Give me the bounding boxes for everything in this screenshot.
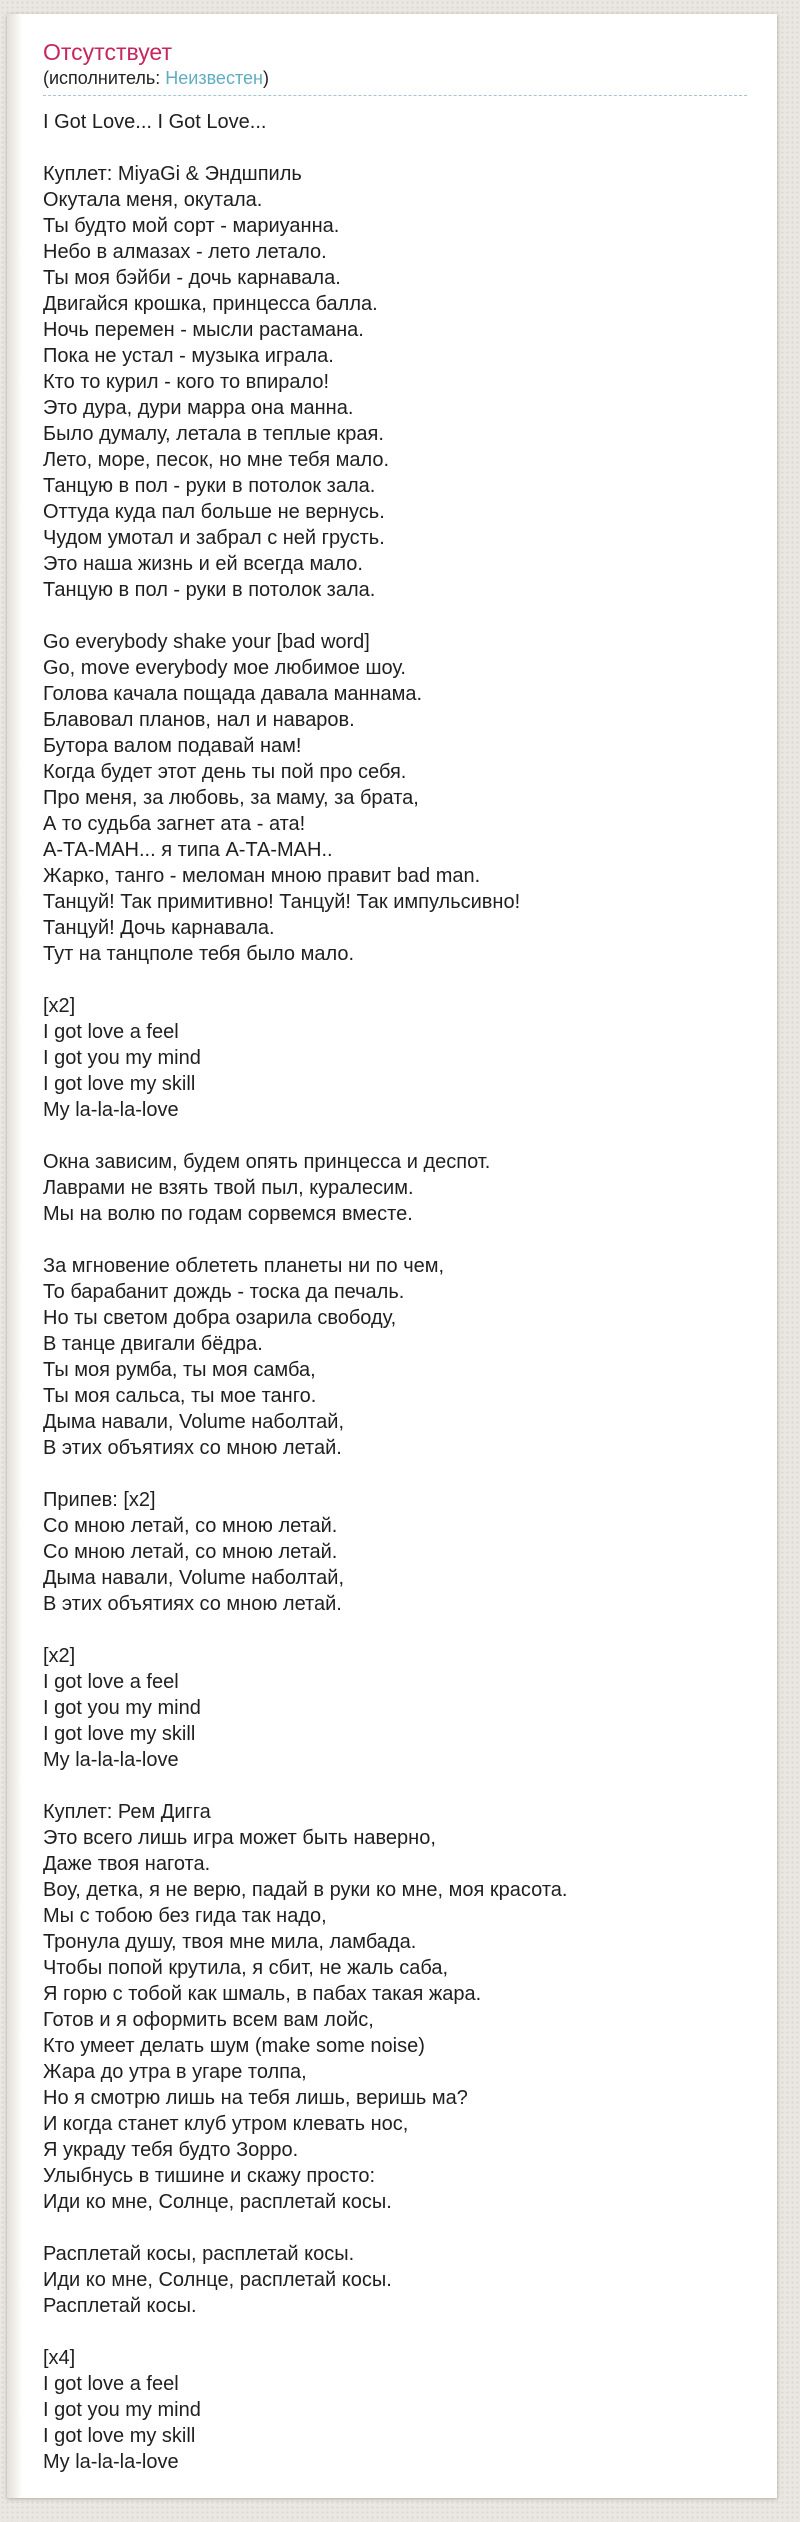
lyric-line: Тут на танцполе тебя было мало. [43, 943, 355, 966]
lyric-line: [x2] [43, 995, 76, 1018]
lyric-line: Это дура, дури марра она манна. [43, 397, 354, 420]
lyric-line: Танцую в пол - руки в потолок зала. [43, 475, 376, 498]
lyric-line: Иди ко мне, Солнце, расплетай косы. [43, 2191, 392, 2214]
stanza [43, 629, 747, 967]
lyric-line: В танце двигали бёдра. [43, 1333, 263, 1356]
lyric-line: Окна зависим, будем опять принцесса и деспот. [43, 1151, 491, 1174]
lyric-line: Окутала меня, окутала. [43, 189, 263, 212]
lyric-line: Но ты светом добра озарила свободу, [43, 1307, 397, 1330]
stanza [43, 2345, 747, 2475]
artist-line [43, 68, 747, 89]
lyric-line: I got love a feel [43, 1021, 179, 1044]
lyric-line: Жарко, танго - меломан мною правит bad man. [43, 865, 481, 888]
lyric-line: Готов и я оформить всем вам лойс, [43, 2009, 374, 2032]
lyric-line: Я украду тебя будто Зорро. [43, 2139, 299, 2162]
lyric-line: Двигайся крошка, принцесса балла. [43, 293, 378, 316]
artist-close-paren: ) [262, 68, 269, 89]
lyric-line: Оттуда куда пал больше не вернусь. [43, 501, 385, 524]
lyric-line: I got love a feel [43, 2373, 179, 2396]
lyric-line: Дыма навали, Volume наболтай, [43, 1567, 345, 1590]
lyric-line: [x2] [43, 1645, 76, 1668]
stanza [43, 1487, 747, 1617]
lyric-line: Чтобы попой крутила, я сбит, не жаль саба, [43, 1957, 449, 1980]
lyric-line: Кто то курил - кого то впирало! [43, 371, 330, 394]
lyric-line: То барабанит дождь - тоска да печаль. [43, 1281, 405, 1304]
stanza [43, 2241, 747, 2319]
lyric-line: Было думалу, летала в теплые края. [43, 423, 384, 446]
lyric-line: Мы на волю по годам сорвемся вместе. [43, 1203, 413, 1226]
lyric-line: Воу, детка, я не верю, падай в руки ко мне, моя красота. [43, 1879, 568, 1902]
lyric-line: Куплет: Рем Дигга [43, 1801, 211, 1824]
lyric-line: Ты будто мой сорт - мариуанна. [43, 215, 340, 238]
lyric-line: Со мною летай, со мною летай. [43, 1515, 338, 1538]
lyric-line: Это наша жизнь и ей всегда мало. [43, 553, 363, 576]
lyric-line: Это всего лишь игра может быть наверно, [43, 1827, 436, 1850]
song-title: Отсутствует [43, 39, 172, 65]
lyric-line: Ты моя бэйби - дочь карнавала. [43, 267, 341, 290]
lyric-line: Тронула душу, твоя мне мила, ламбада. [43, 1931, 417, 1954]
stanza [43, 1149, 747, 1227]
lyric-line: За мгновение облететь планеты ни по чем, [43, 1255, 445, 1278]
lyric-line: I got you my mind [43, 1047, 201, 1070]
lyric-line: Улыбнусь в тишине и скажу просто: [43, 2165, 376, 2188]
stanza [43, 1643, 747, 1773]
lyric-line: Про меня, за любовь, за маму, за брата, [43, 787, 419, 810]
lyric-line: Небо в алмазах - лето летало. [43, 241, 327, 264]
lyric-line: А-ТА-МАН... я типа А-ТА-МАН.. [43, 839, 333, 862]
lyric-line: Танцуй! Дочь карнавала. [43, 917, 275, 940]
lyric-line: My la-la-la-love [43, 1099, 179, 1122]
lyric-line: My la-la-la-love [43, 2451, 179, 2474]
lyric-line: Голова качала пощада давала маннама. [43, 683, 423, 706]
lyric-line: Go, move everybody мое любимое шоу. [43, 657, 406, 680]
lyric-line: I got love my skill [43, 1723, 196, 1746]
lyric-line: My la-la-la-love [43, 1749, 179, 1772]
lyric-line: Лето, море, песок, но мне тебя мало. [43, 449, 390, 472]
lyric-line: Блавовал планов, нал и наваров. [43, 709, 355, 732]
lyric-line: Ночь перемен - мысли растамана. [43, 319, 364, 342]
lyric-line: Расплетай косы, расплетай косы. [43, 2243, 355, 2266]
lyric-line: Жара до утра в угаре толпа, [43, 2061, 307, 2084]
lyric-line: Я горю с тобой как шмаль, в пабах такая жара. [43, 1983, 482, 2006]
stanza [43, 161, 747, 603]
lyric-line: Дыма навали, Volume наболтай, [43, 1411, 345, 1434]
lyric-line: Куплет: MiyaGi & Эндшпиль [43, 163, 302, 186]
lyric-line: А то судьба загнет ата - ата! [43, 813, 306, 836]
lyric-line: Припев: [x2] [43, 1489, 156, 1512]
lyric-line: И когда станет клуб утром клевать нос, [43, 2113, 409, 2136]
lyric-line: Танцуй! Так примитивно! Танцуй! Так импульсивно! [43, 891, 521, 914]
lyric-line: Go everybody shake your [bad word] [43, 631, 370, 654]
lyric-line: Чудом умотал и забрал с ней грусть. [43, 527, 385, 550]
artist-label: (исполнитель: [43, 68, 166, 89]
stanza [43, 1253, 747, 1461]
lyric-line: В этих объятиях со мною летай. [43, 1437, 342, 1460]
artist-link[interactable]: Неизвестен [165, 68, 263, 89]
lyric-line: Мы с тобою без гида так надо, [43, 1905, 327, 1928]
stanza [43, 109, 747, 135]
lyric-line: Иди ко мне, Солнце, расплетай косы. [43, 2269, 392, 2292]
song-header [43, 39, 747, 96]
lyric-line: Расплетай косы. [43, 2295, 197, 2318]
lyric-line: I Got Love... I Got Love... [43, 111, 267, 134]
lyrics-block [43, 109, 747, 2475]
lyric-line: Ты моя румба, ты моя самба, [43, 1359, 316, 1382]
lyric-line: Даже твоя нагота. [43, 1853, 211, 1876]
lyric-line: I got love my skill [43, 2425, 196, 2448]
lyric-line: Ты моя сальса, ты мое танго. [43, 1385, 317, 1408]
lyric-line: I got you my mind [43, 1697, 201, 1720]
lyric-line: I got you my mind [43, 2399, 201, 2422]
stanza [43, 993, 747, 1123]
lyric-line: Танцую в пол - руки в потолок зала. [43, 579, 376, 602]
content-card [7, 14, 777, 2498]
lyric-line: Но я смотрю лишь на тебя лишь, веришь ма? [43, 2087, 468, 2110]
lyric-line: Когда будет этот день ты пой про себя. [43, 761, 407, 784]
lyric-line: Бутора валом подавай нам! [43, 735, 302, 758]
lyric-line: Кто умеет делать шум (make some noise) [43, 2035, 425, 2058]
lyric-line: Лаврами не взять твой пыл, куралесим. [43, 1177, 414, 1200]
stanza [43, 1799, 747, 2215]
lyric-line: I got love a feel [43, 1671, 179, 1694]
lyric-line: Со мною летай, со мною летай. [43, 1541, 338, 1564]
lyric-line: I got love my skill [43, 1073, 196, 1096]
lyric-line: В этих объятиях со мною летай. [43, 1593, 342, 1616]
lyric-line: Пока не устал - музыка играла. [43, 345, 334, 368]
lyric-line: [x4] [43, 2347, 76, 2370]
